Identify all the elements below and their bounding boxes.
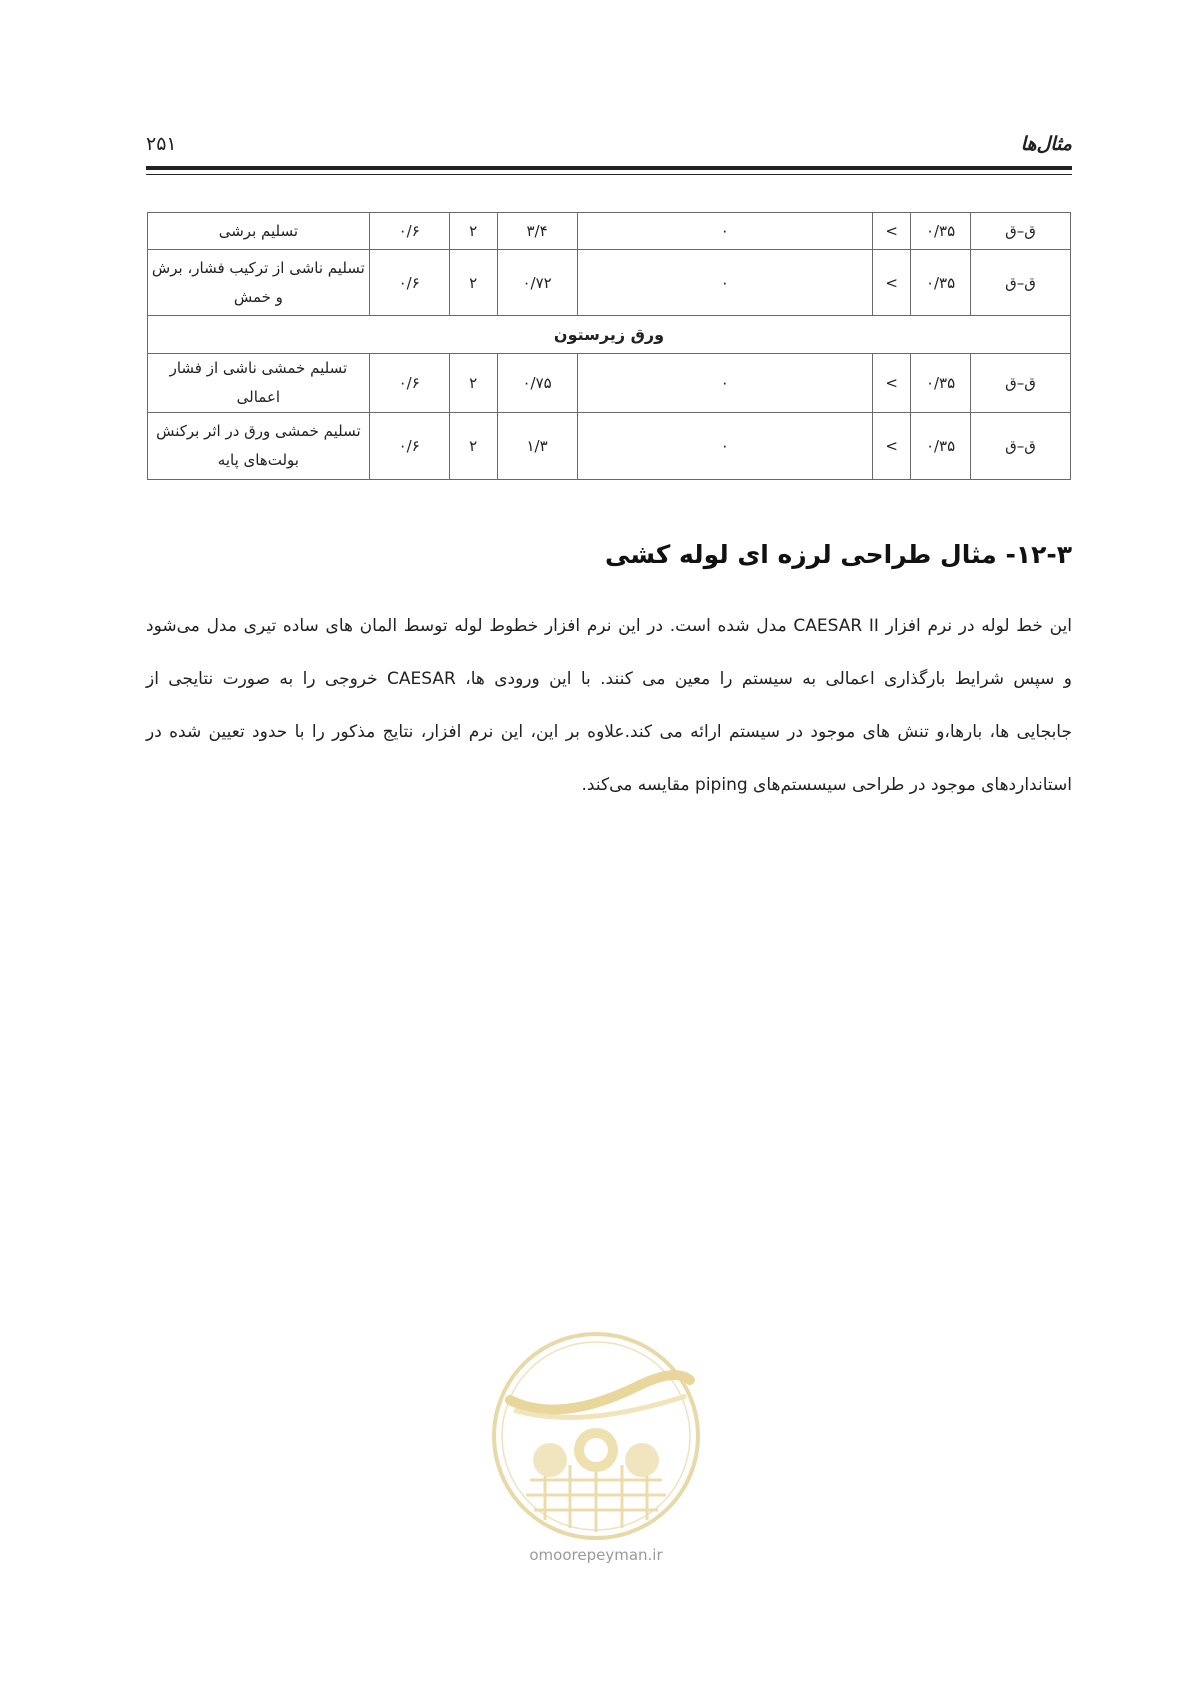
paragraph-line: این خط لوله در نرم افزار CAESAR II مدل شده است. در این نرم افزار خطوط لوله توسط المان های ساده تیری مدل می‌شود (146, 616, 1072, 636)
row-description: تسلیم خمشی ورق در اثر برکنش بولت‌های پایه (148, 413, 370, 480)
cell-value: ۲ (449, 213, 497, 250)
cell-value: ۰/۶ (369, 354, 449, 413)
running-title: مثال‌ها (1020, 133, 1072, 155)
cell-value: ق–ق (971, 354, 1071, 413)
table-row (148, 354, 1071, 413)
cell-value: ۰ (577, 213, 873, 250)
table-row (148, 250, 1071, 316)
watermark-site: omoorepeyman.ir (529, 1546, 663, 1564)
cell-value: < (873, 354, 911, 413)
cell-value: ۰ (577, 413, 873, 480)
paragraph-line: استانداردهای موجود در طراحی سیسستم‌های piping مقایسه می‌کند. (581, 775, 1072, 795)
watermark-logo (490, 1330, 702, 1542)
table-row (148, 413, 1071, 480)
table-section-label: ورق زیرستون (148, 316, 1071, 354)
cell-value: ۲ (449, 413, 497, 480)
cell-value: ق–ق (971, 413, 1071, 480)
cell-value: ۱/۳ (497, 413, 577, 480)
row-description: تسلیم برشی (148, 213, 370, 250)
results-table (147, 212, 1071, 480)
cell-value: ۰/۳۵ (911, 213, 971, 250)
cell-value: ۰ (577, 354, 873, 413)
cell-value: ۰/۳۵ (911, 250, 971, 316)
table-section-row (148, 316, 1071, 354)
cell-value: < (873, 213, 911, 250)
cell-value: ۳/۴ (497, 213, 577, 250)
section-heading: ۱۲-۳- مثال طراحی لرزه ای لوله کشی (605, 540, 1072, 569)
cell-value: ۰/۶ (369, 213, 449, 250)
cell-value: ۰/۷۲ (497, 250, 577, 316)
paragraph-line: جابجایی ها، بارها،و تنش های موجود در سیستم ارائه می کند.علاوه بر این، این نرم افزار، نتایج مذکور را با حدود تعیین شده در (146, 722, 1072, 742)
cell-value: ۲ (449, 250, 497, 316)
cell-value: ق–ق (971, 250, 1071, 316)
body-paragraph (146, 600, 1072, 812)
page-number: ۲۵۱ (146, 133, 177, 155)
cell-value: ۰ (577, 250, 873, 316)
paragraph-line: و سپس شرایط بارگذاری اعمالی به سیستم را معین می کنند. با این ورودی ها، CAESAR خروجی را به صورت نتایجی از (146, 669, 1072, 689)
row-description: تسلیم ناشی از ترکیب فشار، برش و خمش (148, 250, 370, 316)
cell-value: < (873, 413, 911, 480)
header-rule-thin (146, 174, 1072, 175)
row-description: تسلیم خمشی ناشی از فشار اعمالی (148, 354, 370, 413)
cell-value: ۰/۳۵ (911, 413, 971, 480)
cell-value: ق–ق (971, 213, 1071, 250)
cell-value: ۰/۷۵ (497, 354, 577, 413)
cell-value: ۰/۶ (369, 413, 449, 480)
cell-value: < (873, 250, 911, 316)
header-rule-thick (146, 166, 1072, 170)
cell-value: ۰/۶ (369, 250, 449, 316)
cell-value: ۰/۳۵ (911, 354, 971, 413)
cell-value: ۲ (449, 354, 497, 413)
table-row (148, 213, 1071, 250)
